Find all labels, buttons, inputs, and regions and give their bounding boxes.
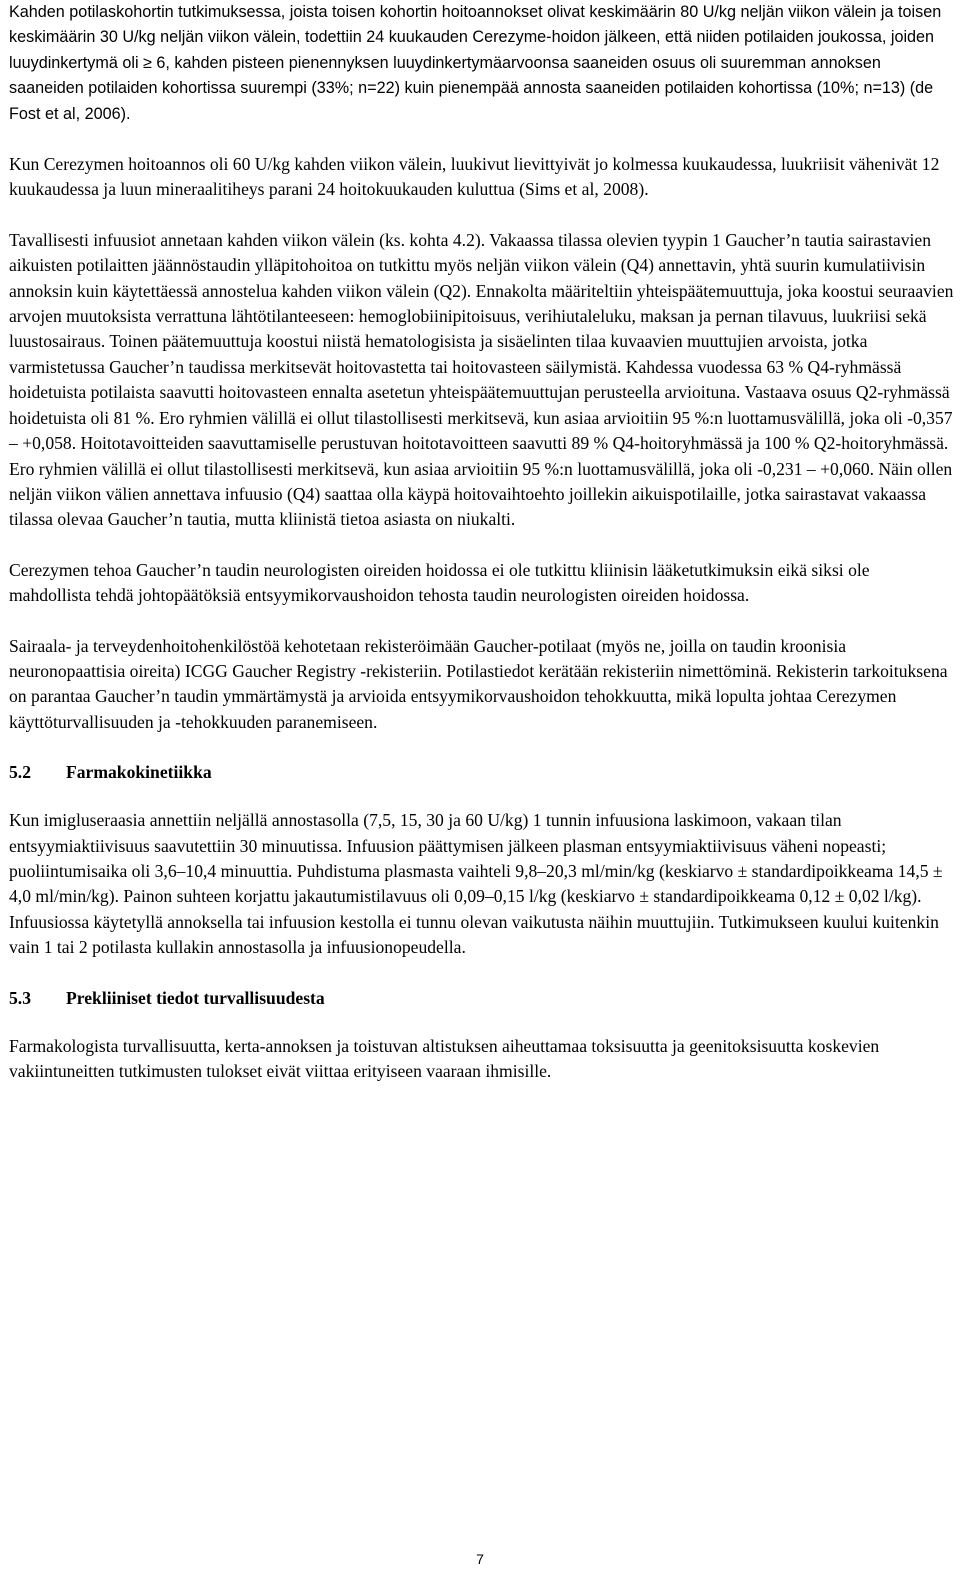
page-content: [9, 0, 954, 1084]
section-number: 5.3: [9, 987, 31, 1008]
section-number: 5.2: [9, 762, 31, 783]
paragraph-pharmacokinetics: Kun imigluseraasia annettiin neljällä annostasolla (7,5, 15, 30 ja 60 U/kg) 1 tunnin infuusiona laskimoon, vakaan tilan entsyymiaktiivisuus saavutettiin 30 minuutissa. Infuusion päättymisen jälkeen plasman entsyymiaktiivisuus väheni nopeasti; puoliintumisaika oli 3,6–10,4 minuuttia. Puhdistuma plasmasta vaihteli 9,8–20,3 ml/min/kg (keskiarvo ± standardipoikkeama 14,5 ± 4,0 ml/min/kg). Painon suhteen korjattu jakautumistilavuus oli 0,09–0,15 l/kg (keskiarvo ± standardipoikkeama 0,12 ± 0,02 l/kg). Infuusiossa käytetyllä annoksella tai infuusion kestolla ei tunnu olevan vaikutusta näihin muuttujiin. Tutkimukseen kuului kuitenkin vain 1 tai 2 potilasta kullakin annostasolla ja infuusionopeudella.: [9, 810, 943, 958]
paragraph-bone-pain: Kun Cerezymen hoitoannos oli 60 U/kg kahden viikon välein, luukivut lievittyivät jo kolmessa kuukaudessa, luukriisit vähenivät 12 kuukaudessa ja luun mineraalitiheys parani 24 hoitokuukauden kuluttua (Sims et al, 2008).: [9, 154, 940, 200]
section-heading-pharmacokinetics: [9, 760, 954, 785]
paragraph-registry: Sairaala- ja terveydenhoitohenkilöstöä kehotetaan rekisteröimään Gaucher-potilaat (myös ne, joilla on taudin kroonisia neuronopaattisia oireita) ICGG Gaucher Registry -rekisteriin. Potilastiedot kerätään rekisteriin nimettöminä. Rekisterin tarkoituksena on parantaa Gaucher’n taudin ymmärtämystä ja arvioida entsyymikorvaushoidon tehokkuutta, mikä lopulta johtaa Cerezymen käyttöturvallisuuden ja -tehokkuuden paranemiseen.: [9, 635, 948, 732]
paragraph-dose-cohorts: Kahden potilaskohortin tutkimuksessa, joista toisen kohortin hoitoannokset olivat keskimäärin 80 U/kg neljän viikon välein ja toisen keskimäärin 30 U/kg neljän viikon välein, todettiin 24 kuukauden Cerezyme-hoidon jälkeen, että niiden potilaiden joukossa, joiden luuydinkertymä oli ≥ 6, kahden pisteen pienennyksen luuydinkertymäarvoonsa saaneiden osuus oli suuremman annoksen saaneiden potilaiden kohortissa suurempi (33%; n=22) kuin pienempää annosta saaneiden potilaiden kohortissa (10%; n=13) (de Fost et al, 2006).: [9, 3, 942, 123]
paragraph-infusion-interval: Tavallisesti infuusiot annetaan kahden viikon välein (ks. kohta 4.2). Vakaassa tilassa olevien tyypin 1 Gaucher’n tautia sairastavien aikuisten potilaitten jäännöstaudin ylläpitohoitoa on tutkittu myös neljän viikon välein (Q4) annettavin, yhtä suurin kumulatiivisin annoksin kuin käytettäessä annostelua kahden viikon välein (Q2). Ennakolta määriteltiin yhteispäätemuuttuja, joka koostui seuraavien arvojen muutoksista verrattuna lähtötilanteeseen: hemoglobiinipitoisuus, verihiutaleluku, maksan ja pernan tilavuus, luukriisi sekä luustosairaus. Toinen päätemuuttuja koostui niistä hematologisista ja sisäelinten tilaa kuvaavien muuttujien arvoista, jotka varmistetussa Gaucher’n taudissa merkitsevät hoitovastetta tai hoitovasteen säilymistä. Kahdessa vuodessa 63 % Q4-ryhmässä hoidetuista potilaista saavutti hoitovasteen ennalta asetetun yhteispäätemuuttujan perusteella arvioituna. Vastaava osuus Q2-ryhmässä hoidetuista oli 81 %. Ero ryhmien välillä ei ollut tilastollisesti merkitsevä, kun asiaa arvioitiin 95 %:n luottamusvälillä, joka oli -0,357 – +0,058. Hoitotavoitteiden saavuttamiselle perustuvan hoitotavoitteen saavutti 89 % Q4-hoitoryhmässä ja 100 % Q2-hoitoryhmässä. Ero ryhmien välillä ei ollut tilastollisesti merkitsevä, kun asiaa arvioitiin 95 %:n luottamusvälillä, joka oli -0,231 – +0,060. Näin ollen neljän viikon välien annettava infuusio (Q4) saattaa olla käypä hoitovaihtoehto joillekin aikuispotilaille, jotka sairastavat vakaassa tilassa olevaa Gaucher’n tautia, mutta kliinistä tietoa asiasta on niukalti.: [9, 229, 954, 530]
section-title: Prekliiniset tiedot turvallisuudesta: [66, 987, 325, 1008]
section-title: Farmakokinetiikka: [66, 762, 212, 783]
page-number: 7: [476, 1551, 484, 1567]
paragraph-neurological: Cerezymen tehoa Gaucher’n taudin neurologisten oireiden hoidossa ei ole tutkittu kliinisin lääketutkimuksin eikä siksi ole mahdollista tehdä johtopäätöksiä entsyymikorvaushoidon tehosta taudin neurologisten oireiden hoidossa.: [9, 559, 870, 606]
paragraph-preclinical: Farmakologista turvallisuutta, kerta-annoksen ja toistuvan altistuksen aiheuttamaa toksisuutta ja geenitoksisuutta koskevien vakiintuneitten tutkimusten tulokset eivät viittaa erityiseen vaaraan ihmisille.: [9, 1035, 880, 1081]
section-heading-preclinical: [9, 986, 954, 1011]
